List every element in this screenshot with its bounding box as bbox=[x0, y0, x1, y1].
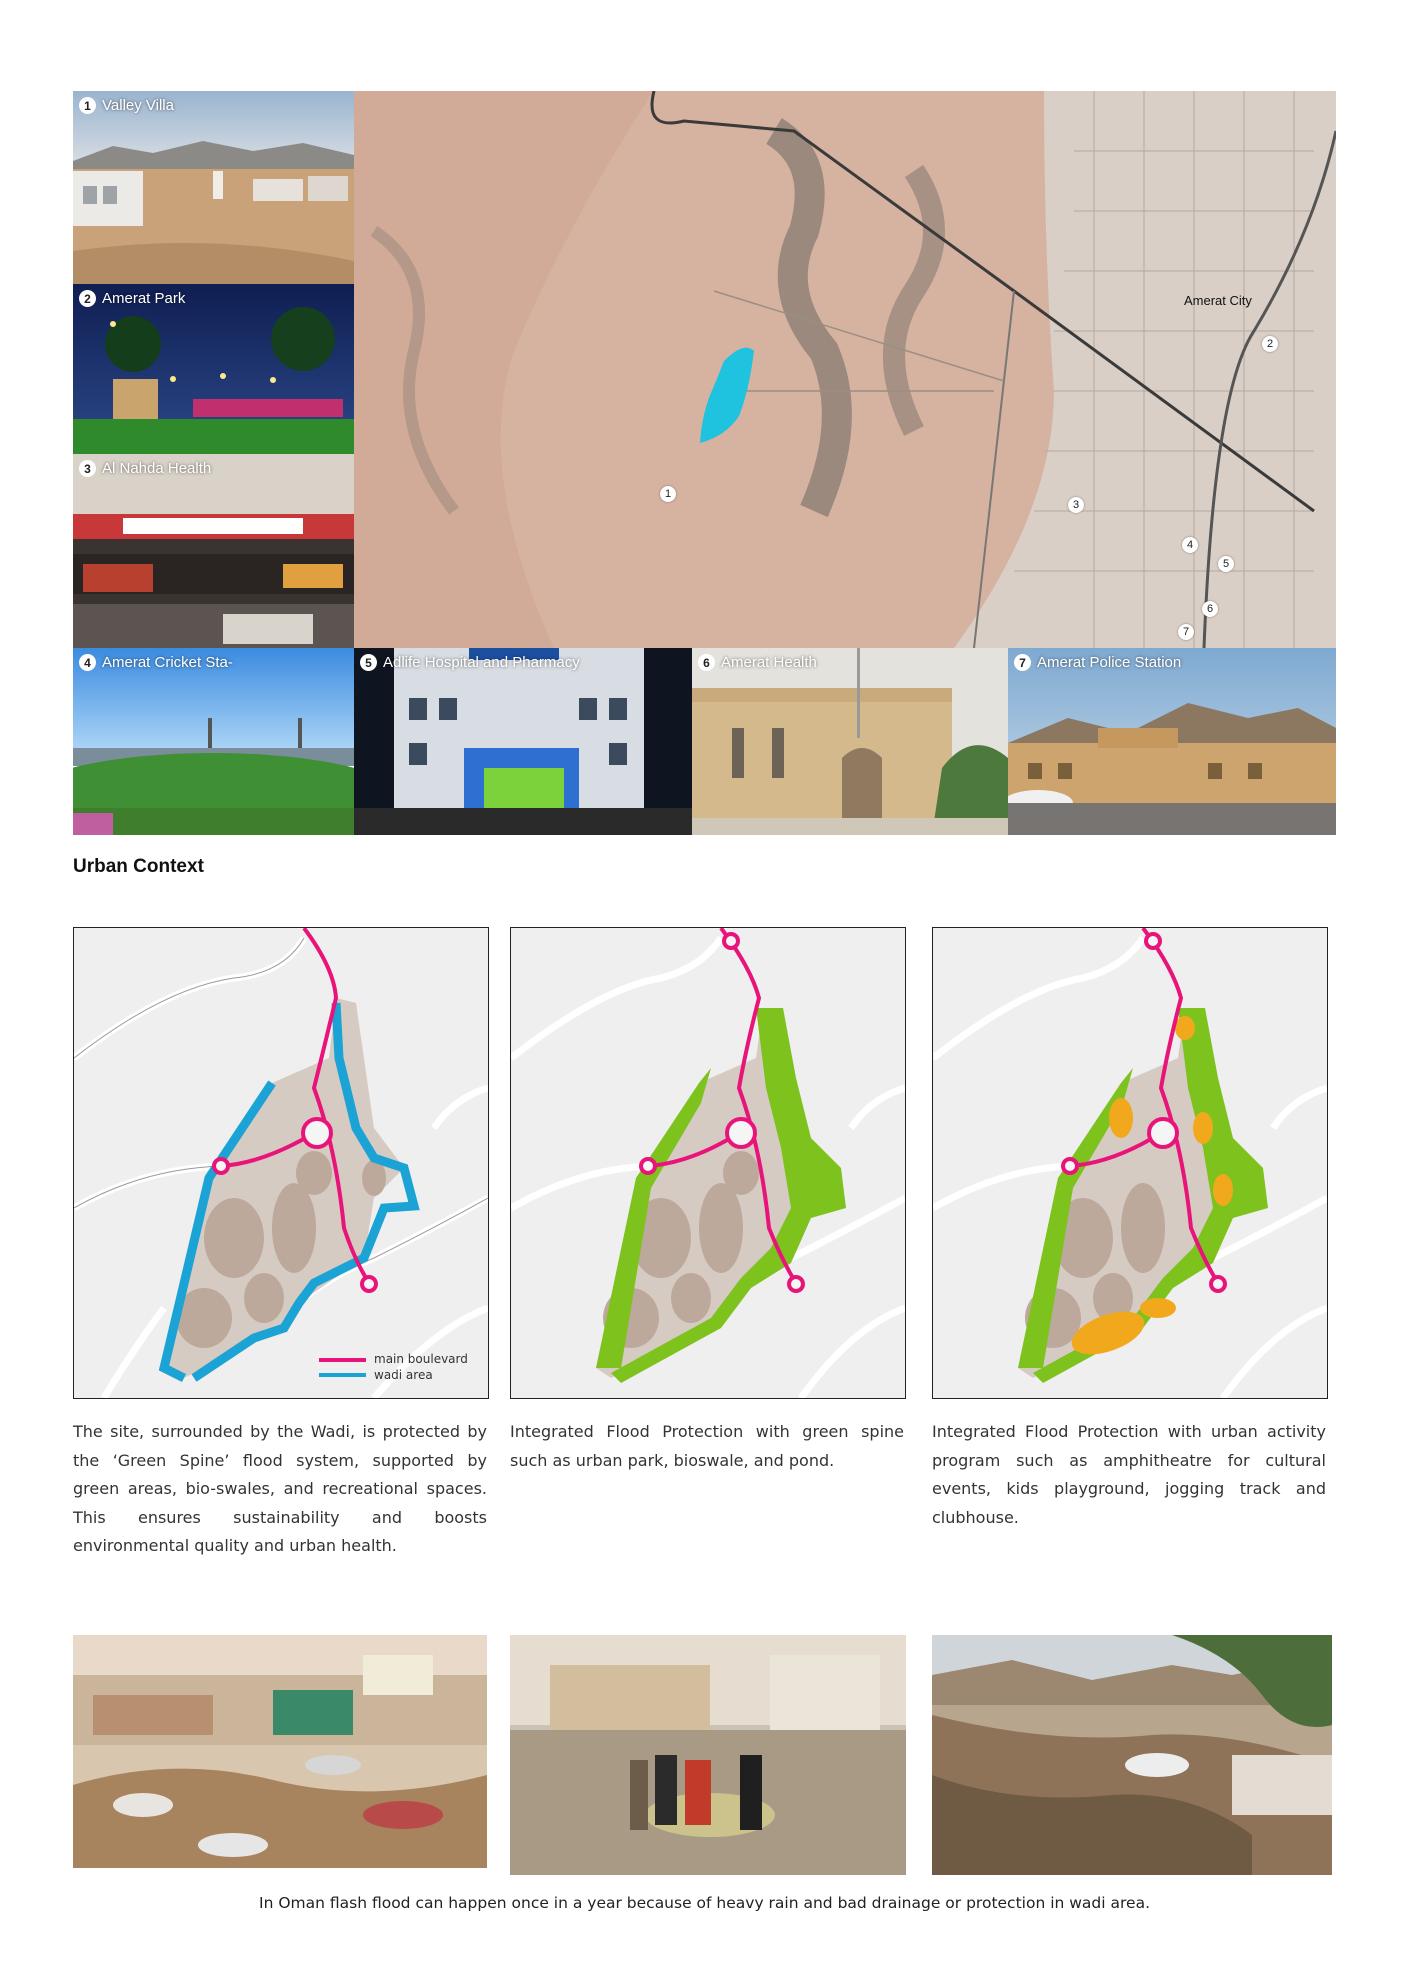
map-marker: 4 bbox=[1182, 537, 1198, 553]
photo-amerat-cricket-stadium bbox=[73, 648, 354, 835]
photo-caption bbox=[698, 654, 817, 671]
number-badge: 4 bbox=[79, 654, 96, 671]
photo-valley-villa bbox=[73, 91, 354, 284]
photo-caption bbox=[1014, 654, 1181, 671]
section-title: Urban Context bbox=[73, 856, 204, 877]
number-badge: 7 bbox=[1014, 654, 1031, 671]
map-marker: 2 bbox=[1262, 336, 1278, 352]
photo-amerat-health bbox=[692, 648, 1008, 835]
description-wadi: The site, surrounded by the Wadi, is protected by the ‘Green Spine’ flood system, supported by green areas, bio-swales, and recreational spaces. This ensures sustainability and boosts environmental quality and urban health. bbox=[73, 1422, 487, 1555]
number-badge: 2 bbox=[79, 290, 96, 307]
caption-label: Amerat Cricket Sta- bbox=[102, 654, 233, 671]
caption-label: Adlife Hospital and Pharmacy bbox=[383, 654, 580, 671]
caption-label: Valley Villa bbox=[102, 97, 174, 114]
legend-wadi-area: wadi area bbox=[374, 1368, 433, 1382]
number-badge: 5 bbox=[360, 654, 377, 671]
photo-caption bbox=[79, 460, 211, 477]
photo-amerat-police-station bbox=[1008, 648, 1336, 835]
photo-caption bbox=[79, 290, 185, 307]
photo-adlife-hospital bbox=[354, 648, 692, 835]
photo-caption bbox=[79, 97, 174, 114]
satellite-map bbox=[354, 91, 1336, 648]
map-marker: 1 bbox=[660, 486, 676, 502]
flood-photo-rescue bbox=[510, 1635, 906, 1875]
number-badge: 6 bbox=[698, 654, 715, 671]
photo-caption bbox=[79, 654, 233, 671]
description-green-spine: Integrated Flood Protection with green spine such as urban park, bioswale, and pond. bbox=[510, 1422, 904, 1470]
legend-main-boulevard: main boulevard bbox=[374, 1352, 468, 1366]
photo-amerat-park bbox=[73, 284, 354, 454]
number-badge: 3 bbox=[79, 460, 96, 477]
footer-caption: In Oman flash flood can happen once in a year because of heavy rain and bad drainage or protection in wadi area. bbox=[259, 1894, 1150, 1912]
map-marker: 3 bbox=[1068, 497, 1084, 513]
map-marker: 6 bbox=[1202, 601, 1218, 617]
caption-label: Amerat Park bbox=[102, 290, 186, 307]
map-label-amerat-city: Amerat City bbox=[1184, 293, 1252, 308]
map-marker: 5 bbox=[1218, 556, 1234, 572]
diagram-activity-program bbox=[932, 927, 1328, 1399]
photo-al-nahda-health bbox=[73, 454, 354, 648]
flood-photo-street bbox=[73, 1635, 487, 1868]
caption-label: Amerat Police Station bbox=[1037, 654, 1182, 671]
diagram-wadi-area bbox=[73, 927, 489, 1399]
description-activity: Integrated Flood Protection with urban activity program such as amphitheatre for cultural events, kids playground, jogging track and clubhouse. bbox=[932, 1422, 1326, 1527]
number-badge: 1 bbox=[79, 97, 96, 114]
flood-photo-torrent bbox=[932, 1635, 1332, 1875]
diagram-green-spine bbox=[510, 927, 906, 1399]
map-marker: 7 bbox=[1178, 624, 1194, 640]
caption-label: Al Nahda Health bbox=[102, 460, 212, 477]
caption-label: Amerat Health bbox=[721, 654, 817, 671]
photo-caption bbox=[360, 654, 580, 671]
